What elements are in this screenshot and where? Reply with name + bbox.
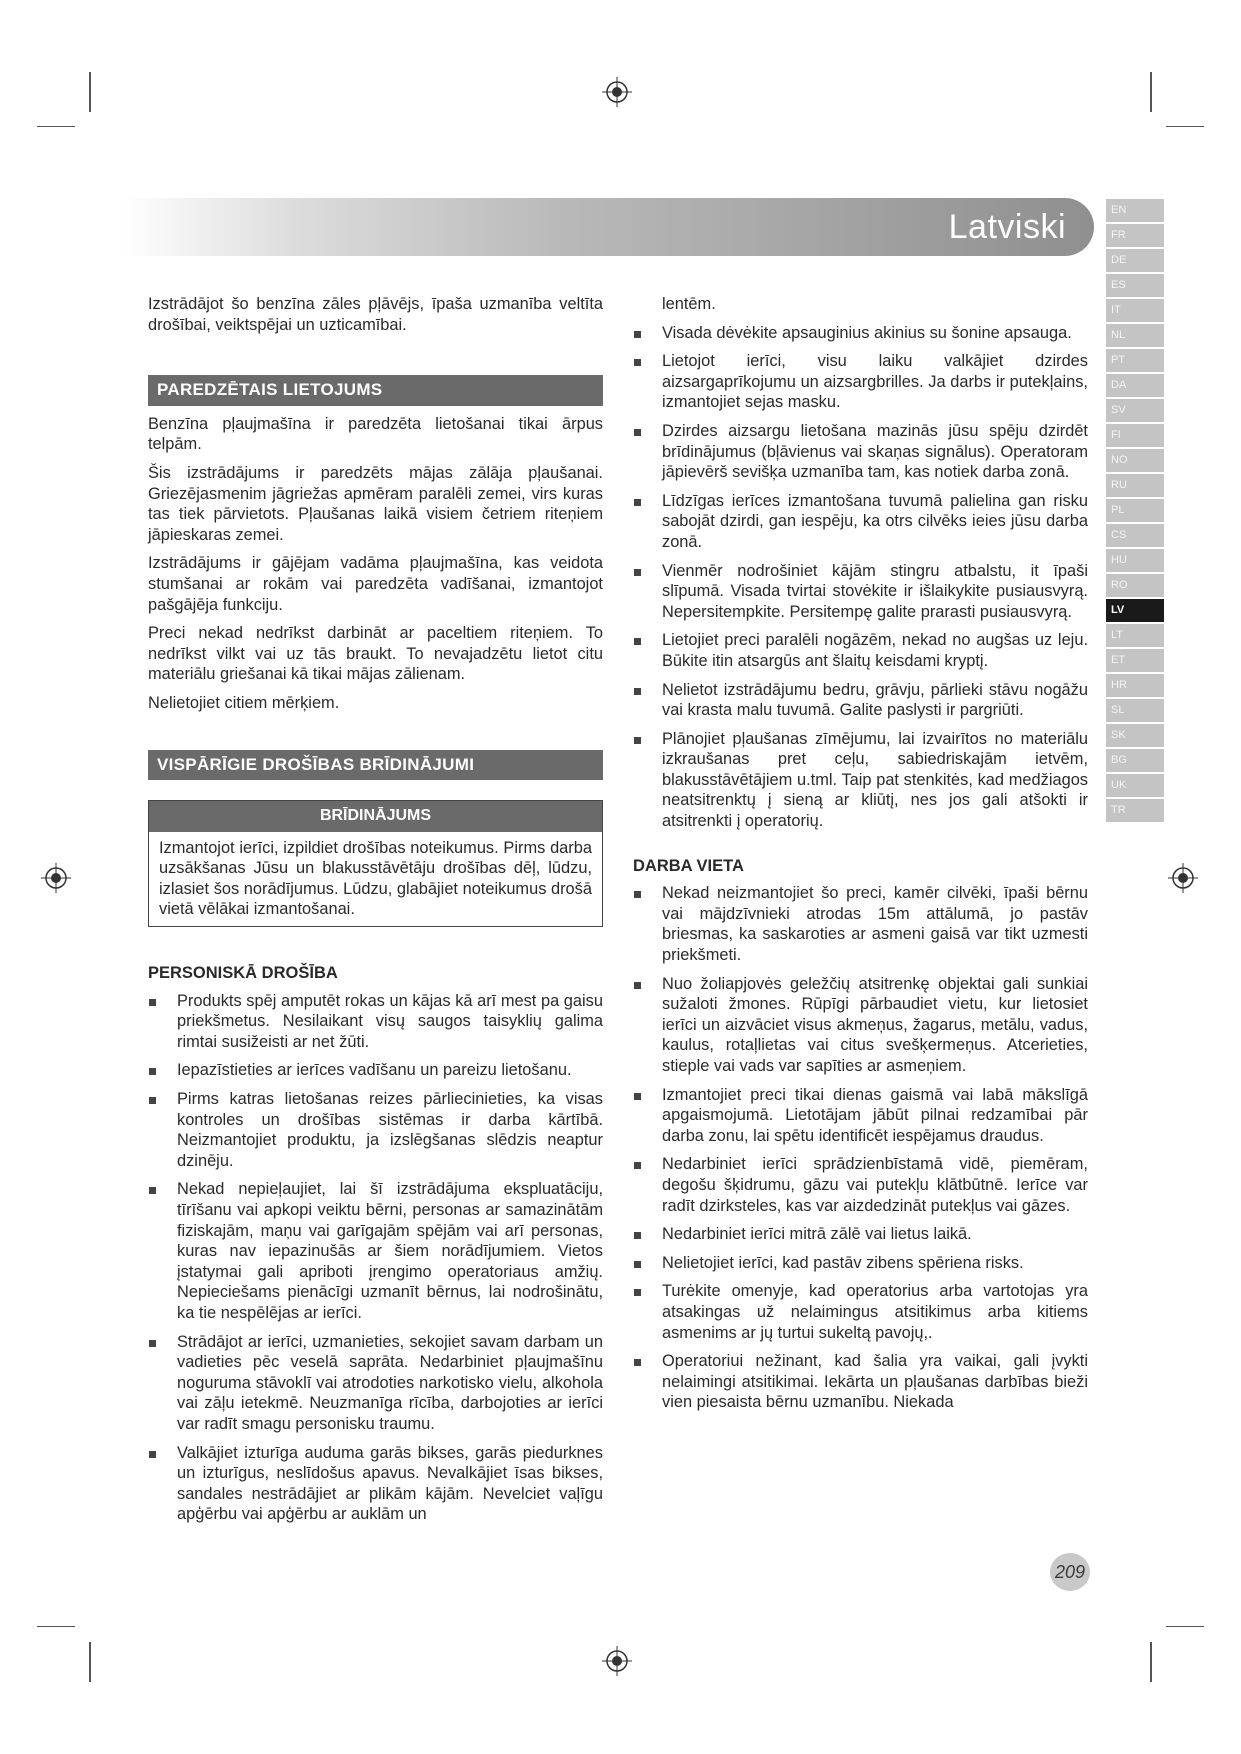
language-tab-hr[interactable]: HR	[1106, 674, 1164, 697]
language-tab-fi[interactable]: FI	[1106, 424, 1164, 447]
bullet-square-icon	[634, 737, 641, 744]
intro-text: Izstrādājot šo benzīna zāles pļāvējs, īpaša uzmanība veltīta drošībai, veiktspējai un uzticamībai.	[148, 295, 603, 334]
paragraph: Preci nekad nedrīkst darbināt ar paceltiem riteņiem. To nedrīkst vilkt vai uz tās braukt. To nevajadzētu lietot citu materiālu griešanai kā tikai mājas zālienam.	[148, 624, 603, 684]
language-tab-lt[interactable]: LT	[1106, 624, 1164, 647]
language-tab-ro[interactable]: RO	[1106, 574, 1164, 597]
list-item: Turėkite omenyje, kad operatorius arba vartotojas yra atsakingas už nelaimingus atsitikimus arba kitiems asmenims ar jų turtui sukeltą pavojų,.	[633, 1281, 1088, 1343]
bullet-square-icon	[634, 688, 641, 695]
paragraph: Izstrādājums ir gājējam vadāma pļaujmašīna, kas veidota stumšanai ar rokām vai paredzēta vadīšanai, izmantojot pašgājēja funkciju.	[148, 554, 603, 614]
registration-mark-icon	[602, 1646, 632, 1676]
language-tab-da[interactable]: DA	[1106, 374, 1164, 397]
list-item: Operatoriui nežinant, kad šalia yra vaikai, gali įvykti nelaimingi atsitikimai. Iekārta un pļaušanas darbības bieži vien piesaista bērnu uzmanību. Niekada	[633, 1351, 1088, 1413]
bullet-square-icon	[634, 891, 641, 898]
bullet-square-icon	[149, 1068, 156, 1075]
left-column	[148, 294, 603, 1533]
paragraph: Nelietojiet citiem mērķiem.	[148, 693, 340, 712]
list-item: Plānojiet pļaušanas zīmējumu, lai izvairītos no materiālu izkraušanas pret ceļu, sabiedriskajām ietvēm, blakusstāvētājiem u.tml. Taip pat stenkitės, kad medžiagos neatsitrenktų į sieną ar kliūtį, nes jos gali atšokti ir atsitrenkti į operatorių.	[633, 729, 1088, 832]
crop-mark	[37, 1626, 75, 1627]
crop-mark	[89, 1642, 91, 1682]
crop-mark	[1166, 126, 1204, 127]
list-item: Visada dėvėkite apsauginius akinius su šonine apsauga.	[633, 323, 1088, 344]
list-item: Līdzīgas ierīces izmantošana tuvumā palielina gan risku sabojāt dzirdi, gan iespēju, ka otrs cilvēks ieies jūsu darba zonā.	[633, 491, 1088, 553]
list-item: Iepazīstieties ar ierīces vadīšanu un pareizu lietošanu.	[148, 1060, 603, 1081]
crop-mark	[1150, 1642, 1152, 1682]
list-item: Nuo žoliapjovės geležčių atsitrenkę objektai gali sunkiai sužaloti žmones. Rūpīgi pārbaudiet vietu, kur lietosiet ierīci un aizvāciet visus akmeņus, žagarus, metālu, vadus, kaulus, rotaļlietas vai citus svešķermeņus. Atcerieties, stieple vai vads var sapīties ar asmeņiem.	[633, 974, 1088, 1077]
list-item: Dzirdes aizsargu lietošana mazinās jūsu spēju dzirdēt brīdinājumus (bļāvienus vai skaņas signālus). Operatoram jāpievērš sevišķa uzmanība tam, kas notiek darba zonā.	[633, 421, 1088, 483]
list-item: Nelietojiet ierīci, kad pastāv zibens spēriena risks.	[633, 1253, 1088, 1274]
list-item: Produkts spēj amputēt rokas un kājas kā arī mest pa gaisu priekšmetus. Nesilaikant visų saugos taisyklių galima rimtai susižeisti ar net žūti.	[148, 991, 603, 1053]
language-tab-es[interactable]: ES	[1106, 274, 1164, 297]
bullet-square-icon	[634, 1359, 641, 1366]
language-tab-uk[interactable]: UK	[1106, 774, 1164, 797]
paragraph: Šis izstrādājums ir paredzēts mājas zālāja pļaušanai. Griezējasmenim jāgriežas apmēram paralēli zemei, virs kuras tas tiek pārvietots. Pļaušanas laikā visiem četriem riteņiem jāpieskaras zemei.	[148, 463, 603, 544]
language-tab-sv[interactable]: SV	[1106, 399, 1164, 422]
bullet-square-icon	[634, 1232, 641, 1239]
language-tab-bg[interactable]: BG	[1106, 749, 1164, 772]
crop-mark	[37, 126, 75, 127]
crop-mark	[1150, 72, 1152, 112]
language-tab-ru[interactable]: RU	[1106, 474, 1164, 497]
warning-box	[148, 800, 603, 927]
list-item: Nekad nepieļaujiet, lai šī izstrādājuma ekspluatāciju, tīrīšanu vai apkopi veiktu bērni, personas ar samazinātām fiziskajām, maņu vai garīgajām spējām vai arī personas, kuras nav iepazinušās ar šiem norādījumiem. Vietos įstatymai gali apriboti įrengimo operatoriaus amžių. Nepieciešams pienācīgi uzmanīt bērnus, lai nodrošinātu, ka tie nespēlējas ar ierīci.	[148, 1179, 603, 1323]
subheading-personal-safety: PERSONISKĀ DROŠĪBA	[148, 964, 338, 983]
bullet-square-icon	[634, 1093, 641, 1100]
list-item: Valkājiet izturīga auduma garās bikses, garās piedurknes un izturīgus, neslīdošus apavus. Nevalkājiet īsas bikses, sandales nestrādājiet ar plikām kājām. Nevelciet vaļīgu apģērbu vai apģērbu ar auklām un	[148, 1443, 603, 1525]
bullet-square-icon	[634, 499, 641, 506]
registration-mark-icon	[602, 77, 632, 107]
crop-mark	[1166, 1626, 1204, 1627]
language-tab-pt[interactable]: PT	[1106, 349, 1164, 372]
bullet-square-icon	[149, 1451, 156, 1458]
language-tab-sk[interactable]: SK	[1106, 724, 1164, 747]
language-tab-lv[interactable]: LV	[1106, 599, 1164, 622]
section-heading-intended-use: PAREDZĒTAIS LIETOJUMS	[148, 375, 603, 406]
language-tab-no[interactable]: NO	[1106, 449, 1164, 472]
language-tab-hu[interactable]: HU	[1106, 549, 1164, 572]
bullet-square-icon	[634, 569, 641, 576]
bullet-square-icon	[149, 999, 156, 1006]
work-area-list	[633, 883, 1088, 1413]
bullet-square-icon	[634, 331, 641, 338]
language-tab-cs[interactable]: CS	[1106, 524, 1164, 547]
bullet-square-icon	[634, 1261, 641, 1268]
list-item: Nedarbiniet ierīci sprādzienbīstamā vidē, piemēram, degošu šķidrumu, gāzu vai putekļu klātbūtnē. Ierīce var radīt dzirksteles, kas var aizdedzināt putekļus vai gāzes.	[633, 1154, 1088, 1216]
language-tab-et[interactable]: ET	[1106, 649, 1164, 672]
list-item: Nekad neizmantojiet šo preci, kamēr cilvēki, īpaši bērnu vai mājdzīvnieki atrodas 15m attālumā, jo pastāv briesmas, ka saskaroties ar asmeni gaisā var tikt uzmesti priekšmeti.	[633, 883, 1088, 965]
registration-mark-icon	[41, 863, 71, 893]
bullet-square-icon	[149, 1340, 156, 1347]
subheading-work-area: DARBA VIETA	[633, 856, 744, 875]
bullet-square-icon	[634, 638, 641, 645]
language-tab-tr[interactable]: TR	[1106, 799, 1164, 822]
language-tab-en[interactable]: EN	[1106, 199, 1164, 222]
paragraph: Benzīna pļaujmašīna ir paredzēta lietošanai tikai ārpus telpām.	[148, 414, 603, 454]
list-item: Pirms katras lietošanas reizes pārliecinieties, ka visas kontroles un drošības sistēmas ir darba kārtībā. Neizmantojiet produktu, ja izslēgšanas slēdzis neaptur dzinēju.	[148, 1089, 603, 1171]
right-column	[633, 294, 1088, 1421]
warning-title: BRĪDINĀJUMS	[149, 801, 602, 832]
list-item: Lietojiet preci paralēli nogāzēm, nekad no augšas uz leju. Būkite itin atsargūs ant šlaitų keisdami kryptį.	[633, 630, 1088, 671]
language-header-bar	[122, 198, 1094, 256]
list-item: Vienmēr nodrošiniet kājām stingru atbalstu, it īpaši slīpumā. Visada tvirtai stovėkite ir išlaikykite pusiausvyrą. Nepersitempkite. Persitempę galite prarasti pusiausvyrą.	[633, 561, 1088, 623]
crop-mark	[89, 72, 91, 112]
bullet-square-icon	[634, 982, 641, 989]
bullet-square-icon	[149, 1187, 156, 1194]
registration-mark-icon	[1168, 863, 1198, 893]
continuation-text: lentēm.	[662, 295, 716, 313]
language-tab-pl[interactable]: PL	[1106, 499, 1164, 522]
bullet-square-icon	[634, 429, 641, 436]
list-item: Nelietot izstrādājumu bedru, grāvju, pārlieki stāvu nogāžu vai krasta malu tuvumā. Galite paslysti ir pargriūti.	[633, 680, 1088, 721]
language-tab-de[interactable]: DE	[1106, 249, 1164, 272]
language-tabs	[1106, 199, 1164, 824]
page-number: 209	[1050, 1553, 1090, 1591]
personal-safety-list	[148, 991, 603, 1525]
section-heading-general-safety: VISPĀRĪGIE DROŠĪBAS BRĪDINĀJUMI	[148, 750, 603, 781]
language-tab-fr[interactable]: FR	[1106, 224, 1164, 247]
safety-list	[633, 323, 1088, 832]
bullet-square-icon	[634, 1289, 641, 1296]
language-tab-sl[interactable]: SL	[1106, 699, 1164, 722]
warning-text: Izmantojot ierīci, izpildiet drošības noteikumus. Pirms darba uzsākšanas Jūsu un blakusstāvētāju drošības dēļ, lūdzu, izlasiet šos norādījumus. Lūdzu, glabājiet noteikumus drošā vietā vēlākai izmantošanai.	[159, 838, 592, 919]
language-tab-it[interactable]: IT	[1106, 299, 1164, 322]
list-item: Lietojot ierīci, visu laiku valkājiet dzirdes aizsargaprīkojumu un aizsargbrilles. Ja darbs ir putekļains, izmantojiet sejas masku.	[633, 351, 1088, 413]
bullet-square-icon	[634, 359, 641, 366]
language-tab-nl[interactable]: NL	[1106, 324, 1164, 347]
list-item: Strādājot ar ierīci, uzmanieties, sekojiet savam darbam un vadieties pēc veselā saprāta. Nedarbiniet pļaujmašīnu noguruma stāvoklī vai atrodoties narkotisko vielu, alkohola vai zāļu ietekmē. Neuzmanīga rīcība, darbojoties ar ierīci var radīt smagu personisku traumu.	[148, 1332, 603, 1435]
list-item: Nedarbiniet ierīci mitrā zālē vai lietus laikā.	[633, 1224, 1088, 1245]
page-title: Latviski	[948, 208, 1066, 246]
bullet-square-icon	[634, 1162, 641, 1169]
bullet-square-icon	[149, 1097, 156, 1104]
list-item: Izmantojiet preci tikai dienas gaismā vai labā mākslīgā apgaismojumā. Lietotājam jābūt pilnai redzamībai pār darba zonu, lai spētu identificēt iespējamus draudus.	[633, 1085, 1088, 1147]
